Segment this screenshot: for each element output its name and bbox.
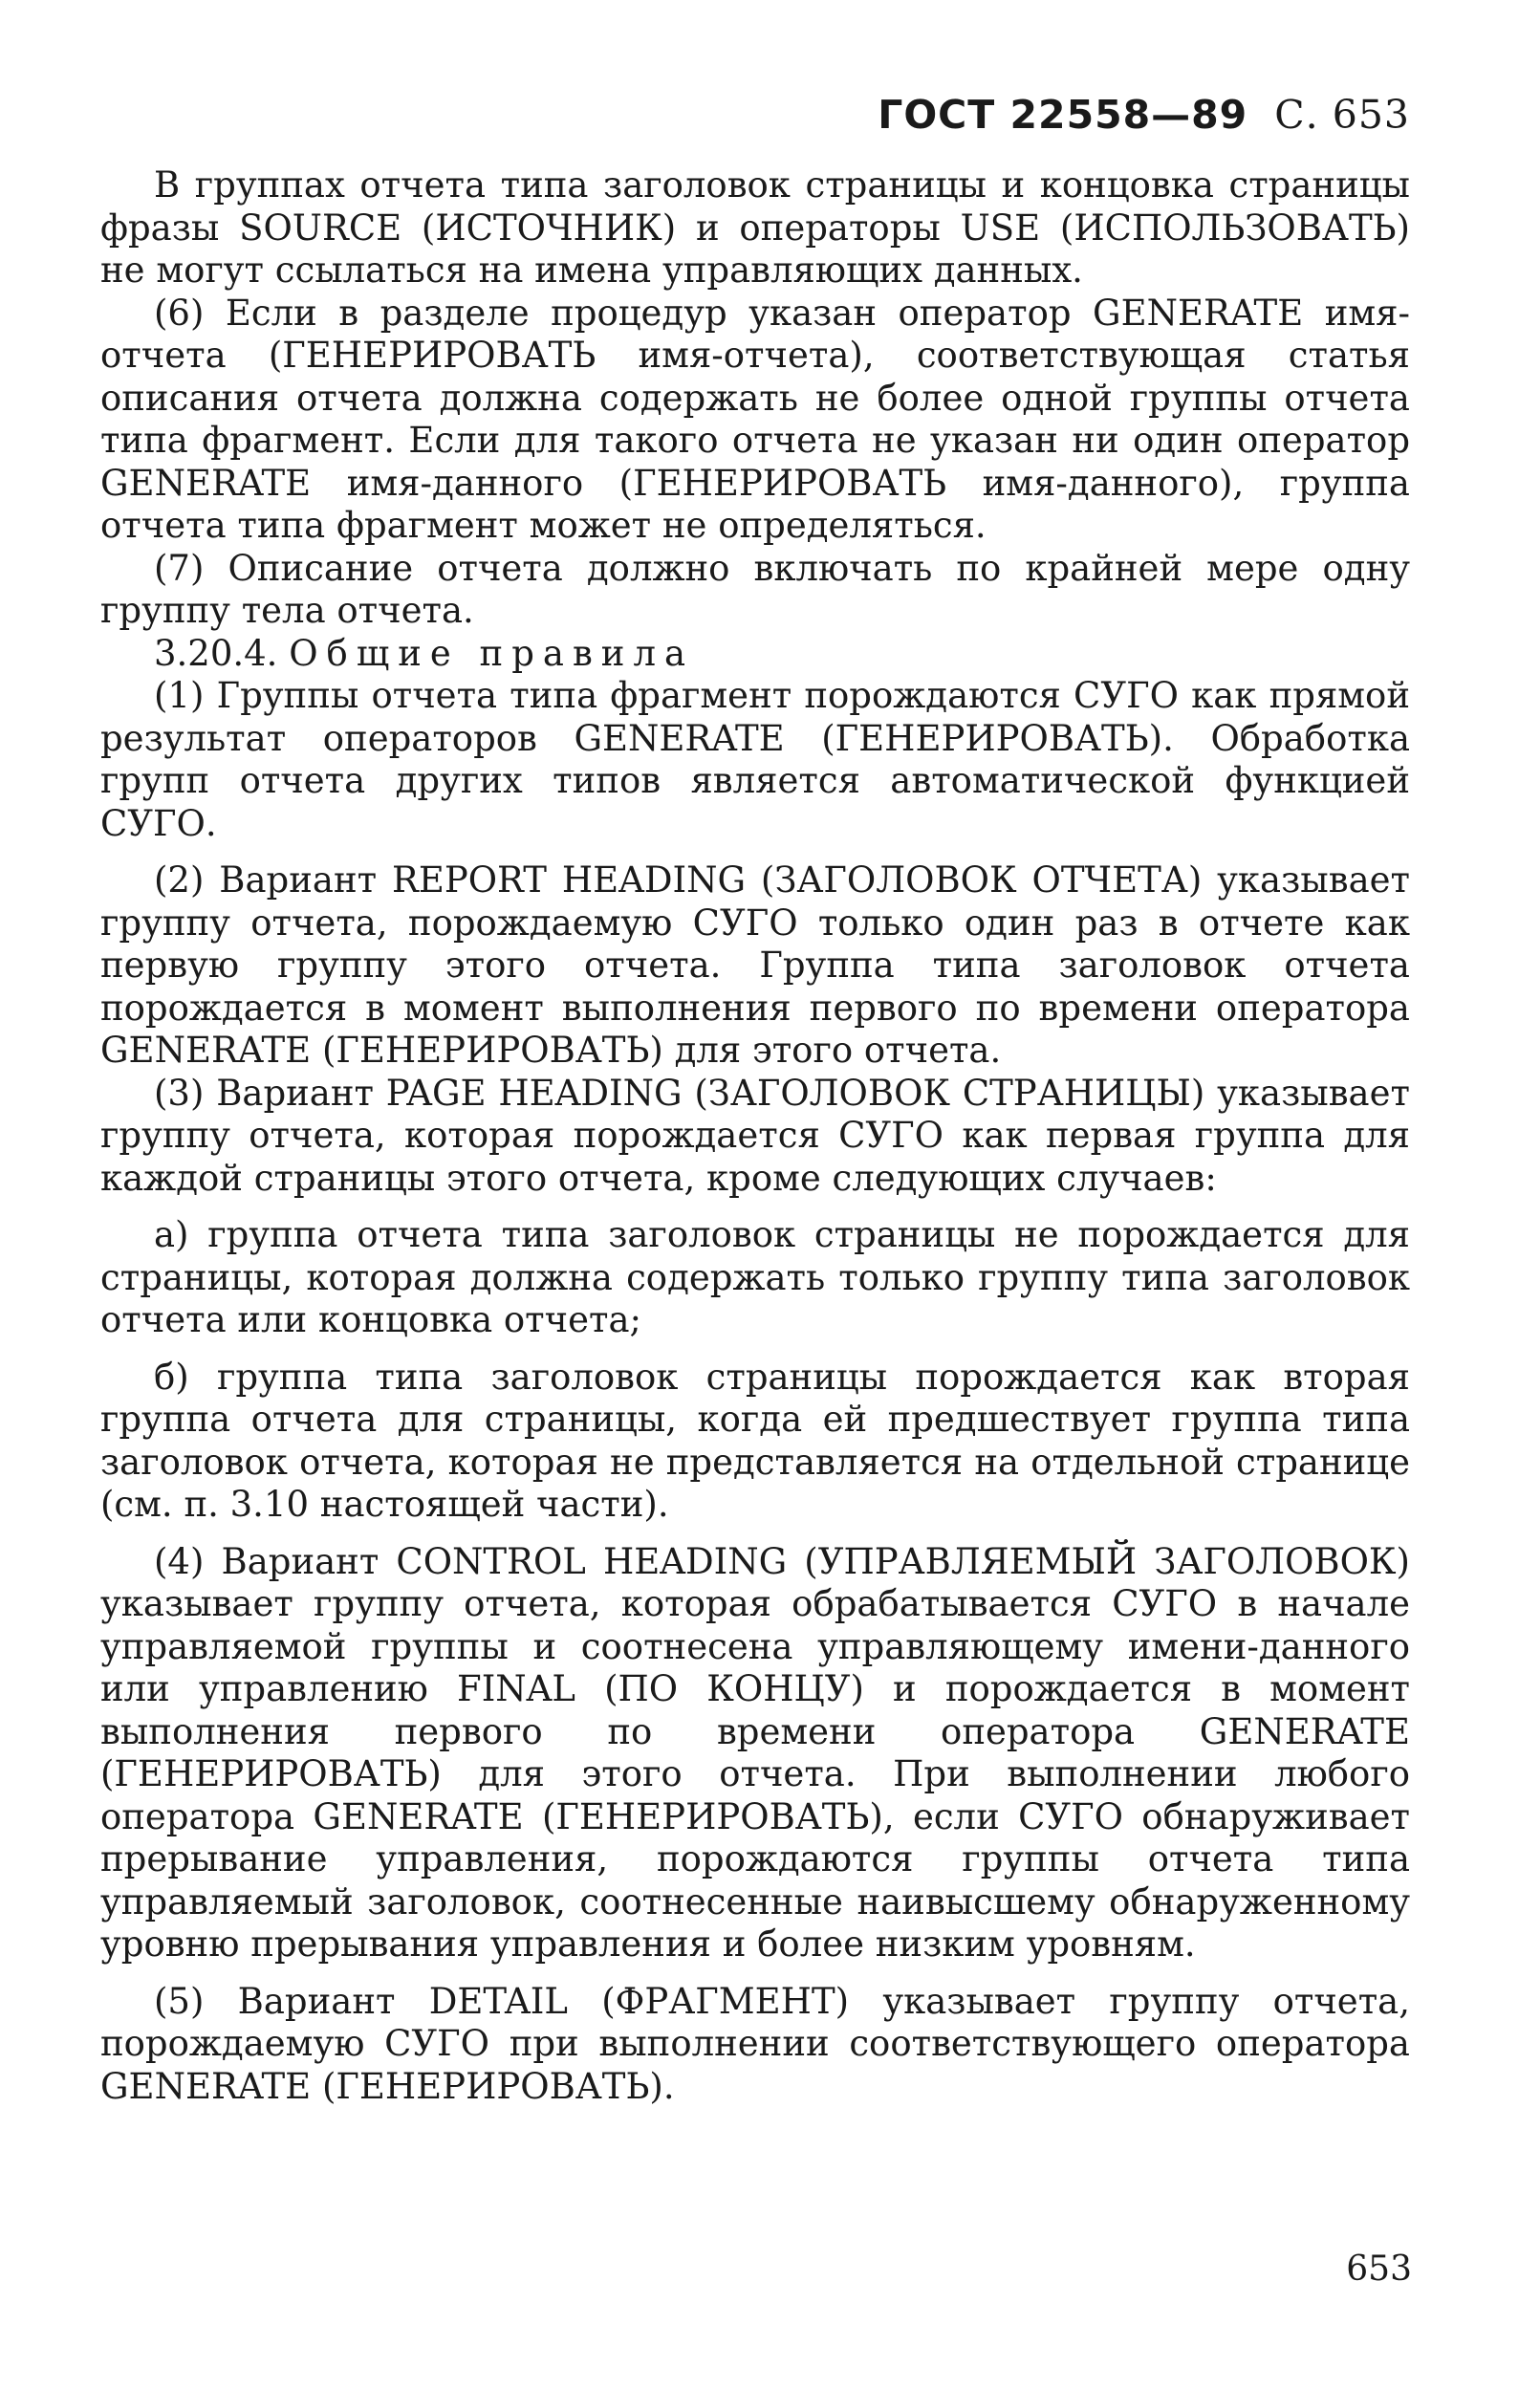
paragraph-intro: В группах отчета типа заголовок страницы и концовка страницы фразы SOURCE (ИСТОЧНИК) и операторы USE (ИСПОЛЬЗОВАТЬ) не могут ссылаться на имена управляющих данных.	[100, 164, 1410, 291]
paragraph-rule-4: (4) Вариант CONTROL HEADING (УПРАВЛЯЕМЫЙ ЗАГОЛОВОК) указывает группу отчета, которая обрабатывается СУГО в начале управляемой группы и соотнесена управляющему имени-данного или управлению FINAL (ПО КОНЦУ) и порождается в момент выполнения первого по времени оператора GENERATE (ГЕНЕРИРОВАТЬ) для этого отчета. При выполнении любого оператора GENERATE (ГЕНЕРИРОВАТЬ), если СУГО обнаруживает прерывание управления, порождаются группы отчета типа управляемый заголовок, соотнесенные наивысшему обнаруженному уровню прерывания управления и более низким уровням.	[100, 1540, 1410, 1965]
paragraph-rule-1: (1) Группы отчета типа фрагмент порождаются СУГО как прямой результат операторов GENERATE (ГЕНЕРИРОВАТЬ). Обработка групп отчета других типов является автоматической функцией СУГО.	[100, 675, 1410, 844]
page-number: 653	[1346, 2249, 1412, 2289]
paragraph-rule-2: (2) Вариант REPORT HEADING (ЗАГОЛОВОК ОТЧЕТА) указывает группу отчета, порождаемую СУГО только один раз в отчете как первую группу этого отчета. Группа типа заголовок отчета порождается в момент выполнения первого по времени оператора GENERATE (ГЕНЕРИРОВАТЬ) для этого отчета.	[100, 859, 1410, 1071]
page-content	[100, 92, 1410, 2108]
paragraph-rule-3: (3) Вариант PAGE HEADING (ЗАГОЛОВОК СТРАНИЦЫ) указывает группу отчета, которая порождается СУГО как первая группа для каждой страницы этого отчета, кроме следующих случаев:	[100, 1072, 1410, 1199]
paragraph-rule-5: (5) Вариант DETAIL (ФРАГМЕНТ) указывает группу отчета, порождаемую СУГО при выполнении соответствующего оператора GENERATE (ГЕНЕРИРОВАТЬ).	[100, 1980, 1410, 2107]
section-title: Общие правила	[289, 632, 695, 674]
paragraph-case-b: б) группа типа заголовок страницы порождается как вторая группа отчета для страницы, когда ей предшествует группа типа заголовок отчета, которая не представляется на отдельной странице (см. п. 3.10 настоящей части).	[100, 1356, 1410, 1525]
paragraph-case-a: а) группа отчета типа заголовок страницы не порождается для страницы, которая должна содержать только группу типа заголовок отчета или концовка отчета;	[100, 1214, 1410, 1340]
paragraph-item-7: (7) Описание отчета должно включать по крайней мере одну группу тела отчета.	[100, 547, 1410, 631]
paragraph-item-6: (6) Если в разделе процедур указан оператор GENERATE имя-отчета (ГЕНЕРИРОВАТЬ имя-отчета), соответствующая статья описания отчета должна содержать не более одной группы отчета типа фрагмент. Если для такого отчета не указан ни один оператор GENERATE имя-данного (ГЕНЕРИРОВАТЬ имя-данного), группа отчета типа фрагмент может не определяться.	[100, 292, 1410, 546]
body-text	[100, 164, 1410, 2108]
section-heading	[100, 633, 1410, 676]
header-standard: ГОСТ 22558—89	[878, 92, 1248, 138]
section-number: 3.20.4.	[154, 632, 278, 674]
header-page-ref: С. 653	[1274, 92, 1410, 138]
running-header	[100, 92, 1410, 138]
